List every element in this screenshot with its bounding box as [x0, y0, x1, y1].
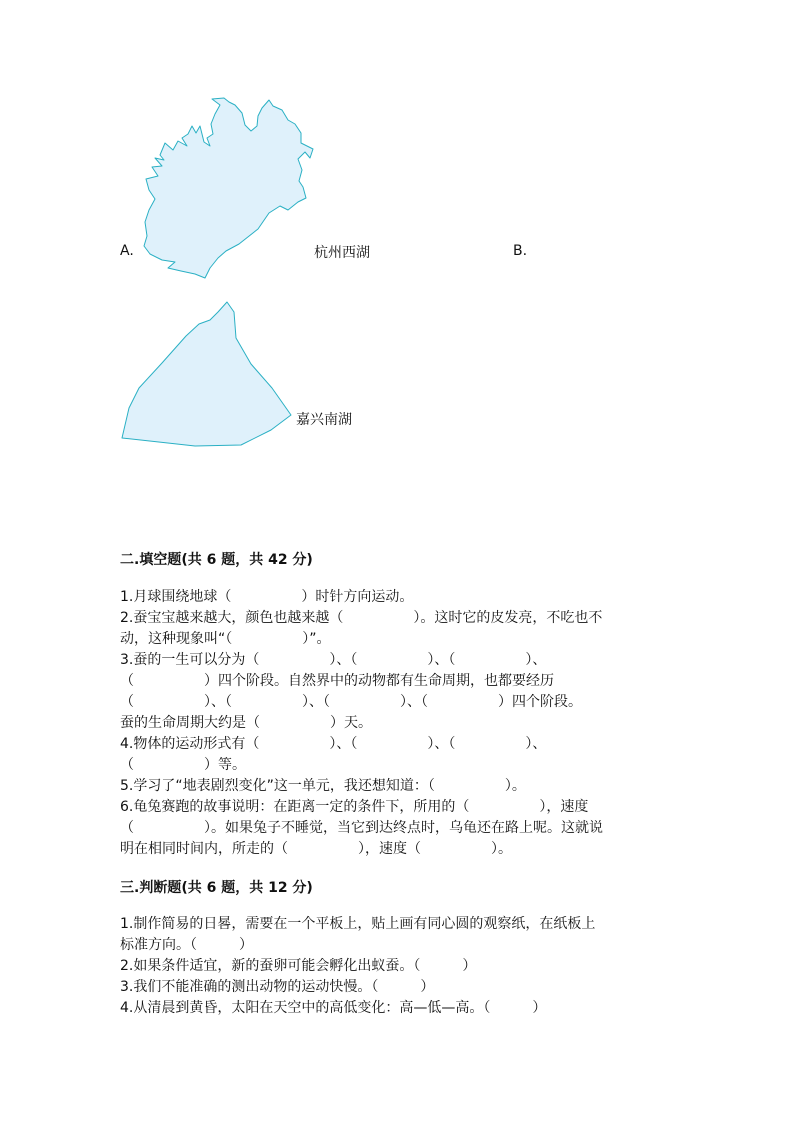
- judge-questions: [120, 914, 595, 1019]
- fill-questions: [120, 587, 603, 860]
- fill-line: 5.学习了“地表剧烈变化”这一单元，我还想知道：（ ）。: [120, 778, 526, 794]
- fill-line: 2.蚕宝宝越来越大，颜色也越来越（ ）。这时它的皮发亮，不吃也不: [120, 610, 603, 626]
- fill-line: 6.龟兔赛跑的故事说明：在距离一定的条件下，所用的（ ），速度: [120, 799, 589, 815]
- fill-line: （ ）。如果兔子不睡觉，当它到达终点时，乌龟还在路上呢。这就说: [120, 820, 603, 836]
- fill-line: 明在相同时间内，所走的（ ），速度（ ）。: [120, 841, 512, 857]
- fill-line: （ ）、（ ）、（ ）、（ ）四个阶段。: [120, 694, 582, 710]
- south-lake-outline: [122, 302, 291, 446]
- option-b-lake-name: 嘉兴南湖: [296, 412, 352, 428]
- option-a-lake-name: 杭州西湖: [314, 245, 370, 261]
- fill-line: 动，这种现象叫“（ ）”。: [120, 631, 331, 647]
- fill-line: 1.月球围绕地球（ ）时针方向运动。: [120, 589, 414, 605]
- south-lake-map: [120, 300, 295, 450]
- west-lake-map: [138, 96, 318, 281]
- fill-line: （ ）四个阶段。自然界中的动物都有生命周期，也都要经历: [120, 673, 554, 689]
- judge-line: 标准方向。（ ）: [120, 937, 253, 953]
- fill-section-title: 二.填空题(共 6 题，共 42 分): [120, 552, 313, 568]
- option-a-letter: A.: [120, 243, 134, 259]
- judge-line: 3.我们不能准确的测出动物的运动快慢。（ ）: [120, 979, 435, 995]
- fill-line: 3.蚕的一生可以分为（ ）、（ ）、（ ）、: [120, 652, 547, 668]
- judge-line: 2.如果条件适宜，新的蚕卵可能会孵化出蚁蚕。（ ）: [120, 958, 477, 974]
- option-b-letter: B.: [513, 243, 528, 259]
- judge-section-title: 三.判断题(共 6 题，共 12 分): [120, 880, 313, 896]
- judge-line: 4.从清晨到黄昏，太阳在天空中的高低变化：高—低—高。（ ）: [120, 1000, 547, 1016]
- west-lake-outline: [144, 98, 313, 278]
- fill-line: （ ）等。: [120, 757, 246, 773]
- fill-line: 蚕的生命周期大约是（ ）天。: [120, 715, 372, 731]
- fill-line: 4.物体的运动形式有（ ）、（ ）、（ ）、: [120, 736, 547, 752]
- judge-line: 1.制作简易的日晷，需要在一个平板上，贴上画有同心圆的观察纸，在纸板上: [120, 916, 596, 932]
